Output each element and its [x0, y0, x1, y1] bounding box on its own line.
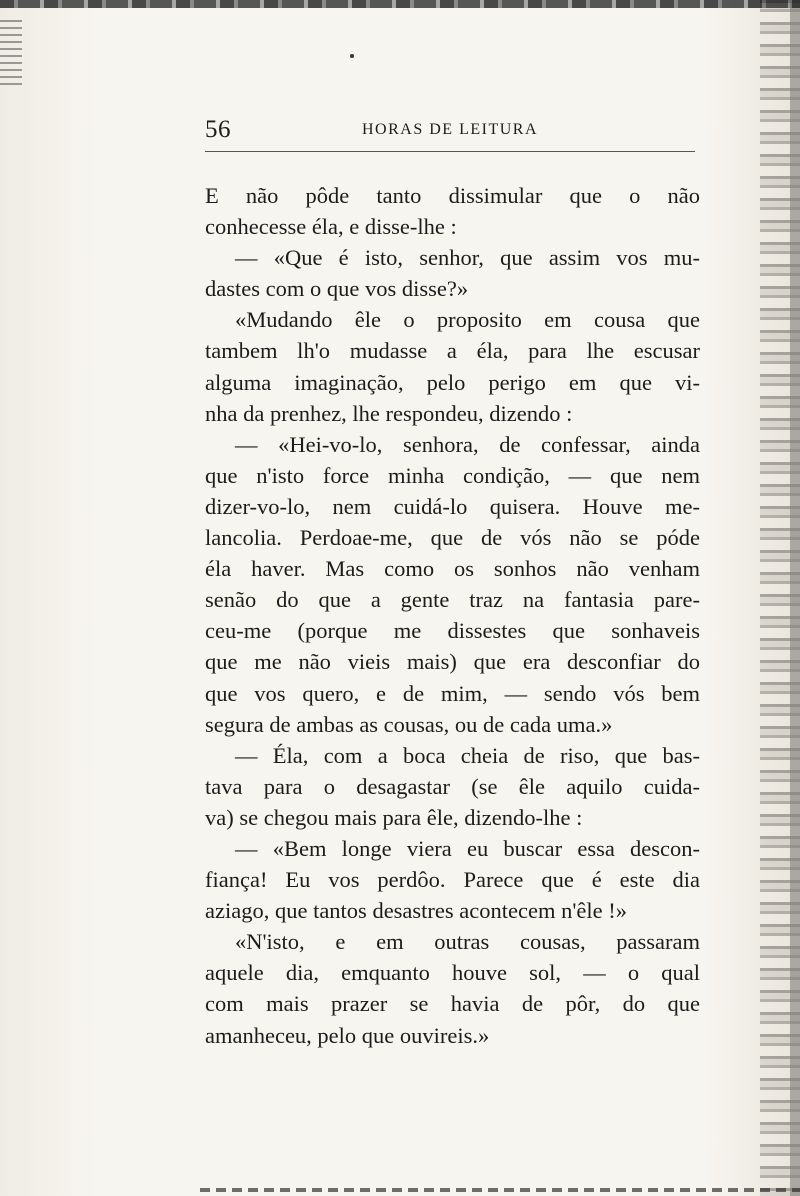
text-line: éla haver. Mas como os sonhos não venham — [205, 556, 700, 582]
scan-bottom-edge — [200, 1188, 800, 1192]
scan-top-edge — [0, 0, 800, 8]
text-line: senão do que a gente traz na fantasia pare- — [205, 587, 700, 613]
ink-dot — [350, 54, 354, 58]
text-line: amanheceu, pelo que ouvireis.» — [205, 1022, 490, 1048]
text-line: aquele dia, emquanto houve sol, — o qual — [205, 960, 700, 986]
body-text — [205, 180, 700, 1051]
running-head: HORAS DE LEITURA — [362, 121, 538, 138]
header-rule — [205, 151, 695, 152]
text-line: conhecesse éla, e disse-lhe : — [205, 214, 457, 240]
scan-right-edge — [760, 0, 800, 1196]
text-line: que n'isto force minha condição, — que nem — [205, 462, 700, 488]
text-line: que me não vieis mais) que era desconfiar do — [205, 649, 700, 675]
text-line: tava para o desagastar (se êle aquilo cuida- — [205, 773, 700, 799]
text-line: com mais prazer se havia de pôr, do que — [205, 991, 700, 1017]
text-line: fiança! Eu vos perdôo. Parece que é este dia — [205, 867, 700, 893]
text-line: — «Bem longe viera eu buscar essa descon- — [235, 835, 700, 861]
text-line: lancolia. Perdoae-me, que de vós não se póde — [205, 525, 700, 551]
text-line: «N'isto, e em outras cousas, passaram — [235, 929, 700, 955]
text-line: — «Que é isto, senhor, que assim vos mu- — [235, 245, 700, 271]
page-number: 56 — [205, 116, 231, 143]
text-line: tambem lh'o mudasse a éla, para lhe escusar — [205, 338, 700, 364]
text-line: E não pôde tanto dissimular que o não — [205, 183, 700, 208]
page-header — [205, 112, 695, 152]
text-line: ceu-me (porque me dissestes que sonhaveis — [205, 618, 700, 644]
text-line: — Éla, com a boca cheia de riso, que bas- — [235, 742, 700, 768]
text-line: dastes com o que vos disse?» — [205, 276, 469, 302]
text-line: segura de ambas as cousas, ou de cada uma.» — [205, 711, 613, 737]
text-line: dizer-vo-lo, nem cuidá-lo quisera. Houve me- — [205, 493, 700, 519]
text-line: aziago, que tantos desastres acontecem n'êle !» — [205, 898, 627, 924]
text-line: va) se chegou mais para êle, dizendo-lhe : — [205, 804, 583, 830]
text-line: que vos quero, e de mim, — sendo vós bem — [205, 680, 700, 706]
text-line: nha da prenhez, lhe respondeu, dizendo : — [205, 400, 573, 426]
text-line: «Mudando êle o proposito em cousa que — [235, 307, 700, 333]
text-line: alguma imaginação, pelo perigo em que vi- — [205, 369, 700, 395]
scan-left-margin-mark — [0, 20, 22, 90]
text-line: — «Hei-vo-lo, senhora, de confessar, ainda — [235, 431, 700, 457]
